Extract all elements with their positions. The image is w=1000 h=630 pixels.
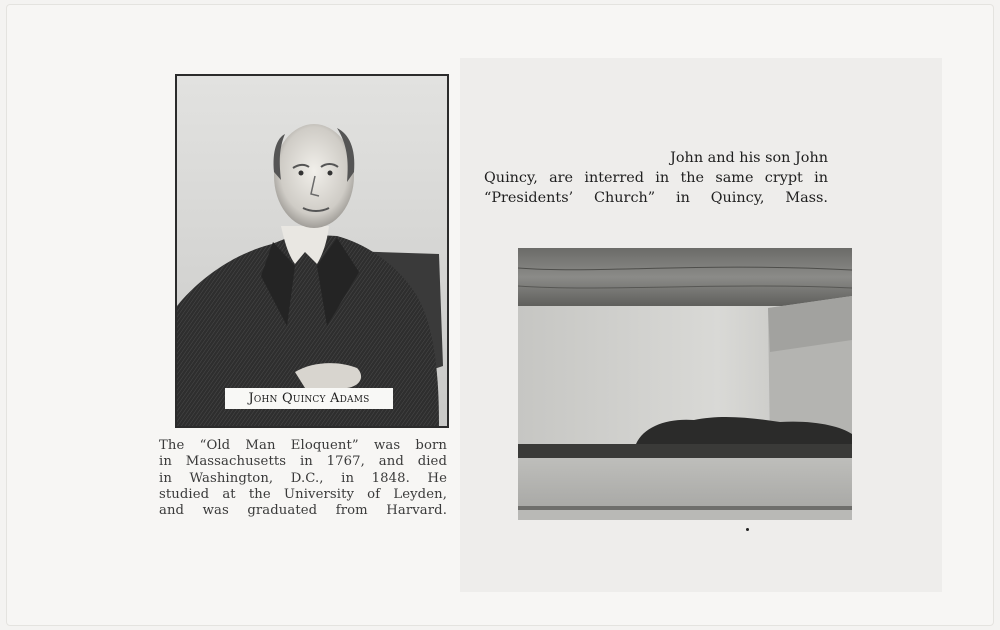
- portrait-name-plate: John Quincy Adams: [225, 388, 393, 409]
- caption-line: studied at the University of Leyden,: [159, 486, 447, 502]
- caption-line: and was graduated from Harvard.: [159, 503, 447, 519]
- crypt-photo: [518, 248, 852, 520]
- print-speck: [746, 528, 749, 531]
- crypt-caption: [484, 148, 828, 208]
- portrait-photo: [175, 74, 449, 428]
- crypt-scene: [518, 248, 852, 520]
- caption-line: “Presidents’ Church” in Quincy, Mass.: [484, 190, 828, 206]
- portrait-engraving: [177, 76, 447, 426]
- caption-line: John and his son John: [670, 150, 828, 166]
- caption-line: in Washington, D.C., in 1848. He: [159, 470, 447, 486]
- caption-line: Quincy, are interred in the same crypt in: [484, 170, 828, 186]
- caption-line: The “Old Man Eloquent” was born: [159, 438, 447, 453]
- caption-line: in Massachusetts in 1767, and died: [159, 454, 447, 470]
- biography-caption: [159, 438, 447, 519]
